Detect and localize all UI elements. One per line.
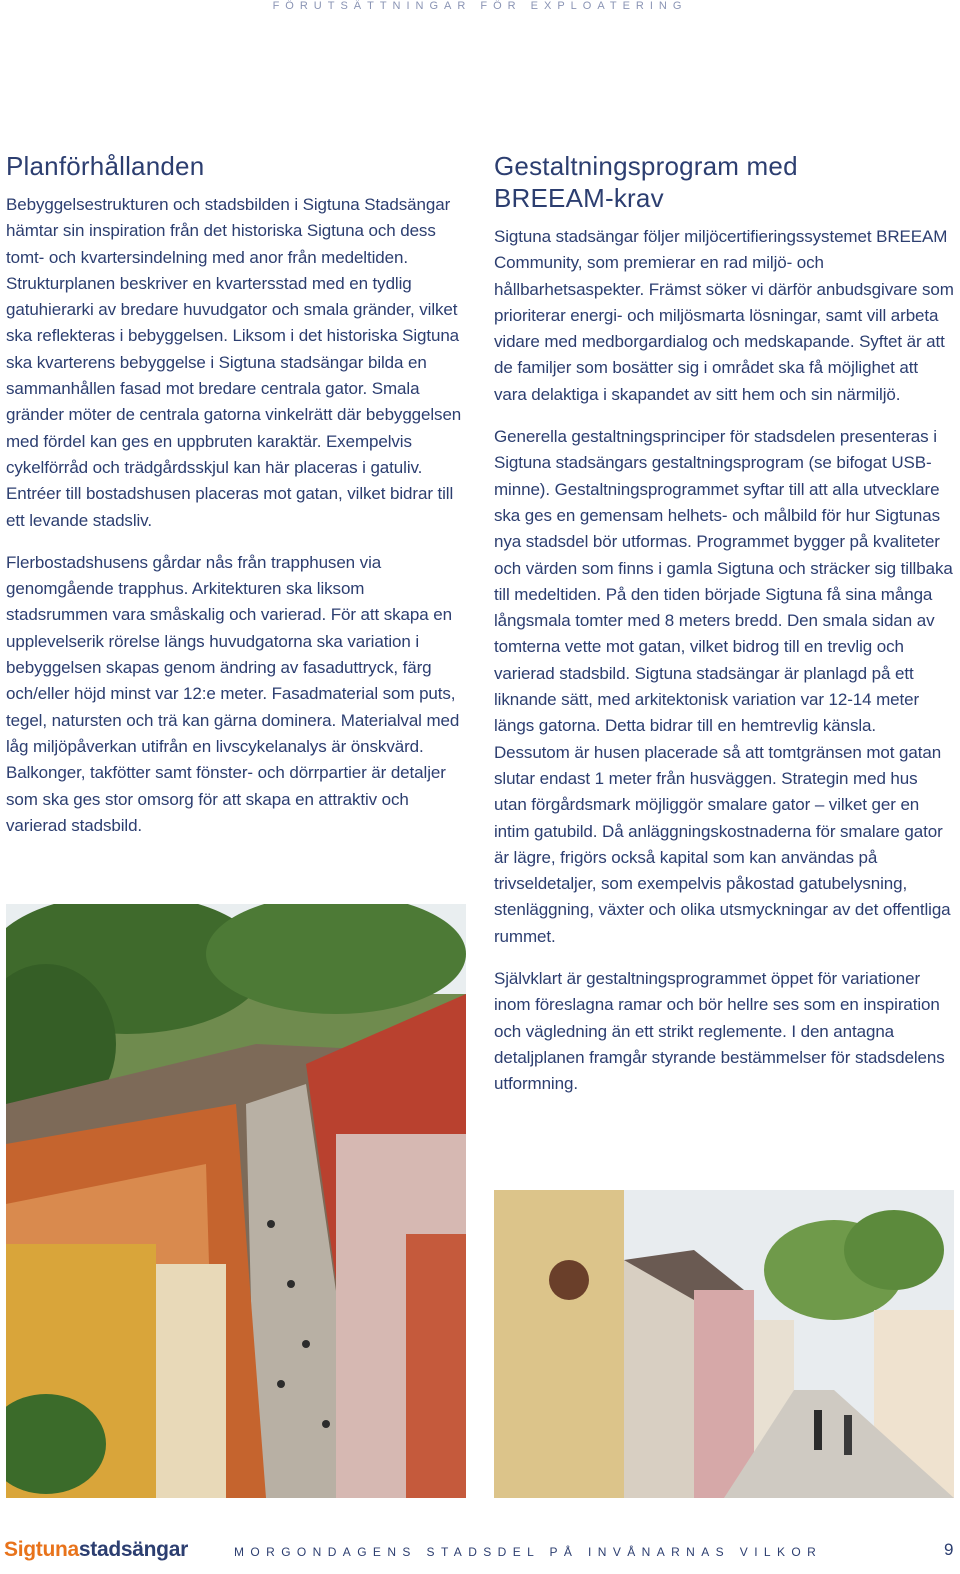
section-heading-planforhallanden: Planförhållanden bbox=[6, 151, 205, 181]
heading-line: Gestaltningsprogram med bbox=[494, 151, 798, 181]
footer-logo bbox=[4, 1538, 188, 1562]
running-header: FÖRUTSÄTTNINGAR FÖR EXPLOATERING bbox=[272, 0, 688, 12]
left-column bbox=[6, 150, 462, 855]
body-paragraph: Flerbostadshusens gårdar nås från trapphusen via genomgående trapphus. Arkitekturen ska liksom stadsrummen vara småskalig och varierad. För att skapa en upplevelserik rörelse längs huvudgatorna ska variation i bebyggelsen skapas genom ändring av fasaduttryck, färg och/eller höjd minst var 12:e meter. Fasadmaterial som puts, tegel, natursten och trä kan gärna dominera. Materialval med låg miljöpåverkan utifrån en livscykelanalys är önskvärd. Balkonger, takfötter samt fönster- och dörrpartier är detaljer som ska ges stor omsorg för att skapa en attraktiv och varierad stadsbild. bbox=[6, 552, 460, 835]
section-heading-gestaltningsprogram bbox=[494, 150, 954, 214]
street-photo-street-level bbox=[494, 1190, 954, 1498]
body-paragraph: Självklart är gestaltningsprogrammet öppet för variationer inom föreslagna ramar och bör hellre ses som en inspiration och vägledning än ett strikt reglemente. I den antagna detaljplanen framgår styrande bestämmelser för stadsdelens utformning. bbox=[494, 969, 945, 1094]
right-column bbox=[494, 150, 954, 1114]
page-number: 9 bbox=[944, 1540, 954, 1559]
logo-text: Sigtuna bbox=[4, 1538, 79, 1561]
body-paragraph: Sigtuna stadsängar följer miljöcertifieringssystemet BREEAM Community, som premierar en rad miljö- och hållbarhetsaspekter. Främst söker vi därför anbudsgivare som prioriterar energi- och miljösmarta lösningar, samt vill arbeta vidare med medborgardialog och medskapande. Syftet är att de familjer som bosätter sig i området ska få möjlighet att vara delaktiga i skapandet av sitt hem och sin närmiljö. bbox=[494, 227, 954, 404]
body-paragraph: Generella gestaltningsprinciper för stadsdelen presenteras i Sigtuna stadsängars gestaltningsprogram (se bifogat USB-minne). Gestaltningsprogrammet syftar till att alla utvecklare ska ges en gemensam helhets- och målbild för hur Sigtunas nya stadsdel bör utformas. Programmet bygger på kvaliteter och värden som finns i gamla Sigtuna och sträcker sig tillbaka till medeltiden. På den tiden började Sigtuna få sina många långsmala tomter med 8 meters bredd. Den smala sidan av tomterna vette mot gatan, vilket bidrog till en trevlig och varierad stadsbild. Sigtuna stadsängar är planlagd på ett liknande sätt, med arkitektonisk variation var 12-14 meter längs gatorna. Detta bidrar till en hemtrevlig känsla. Dessutom är husen placerade så att tomtgränsen mot gatan slutar endast 1 meter från husväggen. Strategin med hus utan förgårdsmark möjliggör smalare gator – vilket ger en intim gatubild. Då anläggningskostnaderna för smalare gator är lägre, frigörs också kapital som kan användas på trivseldetaljer, som exempelvis påkostad gatubelysning, stenläggning, växter och olika utsmyckningar av det offentliga rummet. bbox=[494, 427, 953, 946]
footer-tagline: MORGONDAGENS STADSDEL PÅ INVÅNARNAS VILKOR bbox=[234, 1545, 823, 1559]
body-paragraph: Bebyggelsestrukturen och stadsbilden i Sigtuna Stadsängar hämtar sin inspiration från det historiska Sigtuna och dess tomt- och kvartersindelning med anor från medeltiden. Strukturplanen beskriver en kvartersstad med en tydlig gatuhierarki av bredare huvudgator och smala gränder, vilket ska reflekteras i bebyggelsen. Liksom i det historiska Sigtuna ska kvarterens bebyggelse i Sigtuna stadsängar bilda en sammanhållen fasad mot bredare centrala gator. Smala gränder möter de centrala gatorna vinkelrätt där bebyggelsen med fördel kan ges en uppbruten karaktär. Exempelvis cykelförråd och trädgårdsskjul kan här placeras i gatuliv. Entréer till bostadshusen placeras mot gatan, vilket bidrar till ett levande stadsliv. bbox=[6, 195, 462, 530]
street-photo-aerial bbox=[6, 904, 466, 1498]
heading-line: BREEAM-krav bbox=[494, 183, 664, 213]
logo-text: stadsängar bbox=[78, 1538, 188, 1561]
